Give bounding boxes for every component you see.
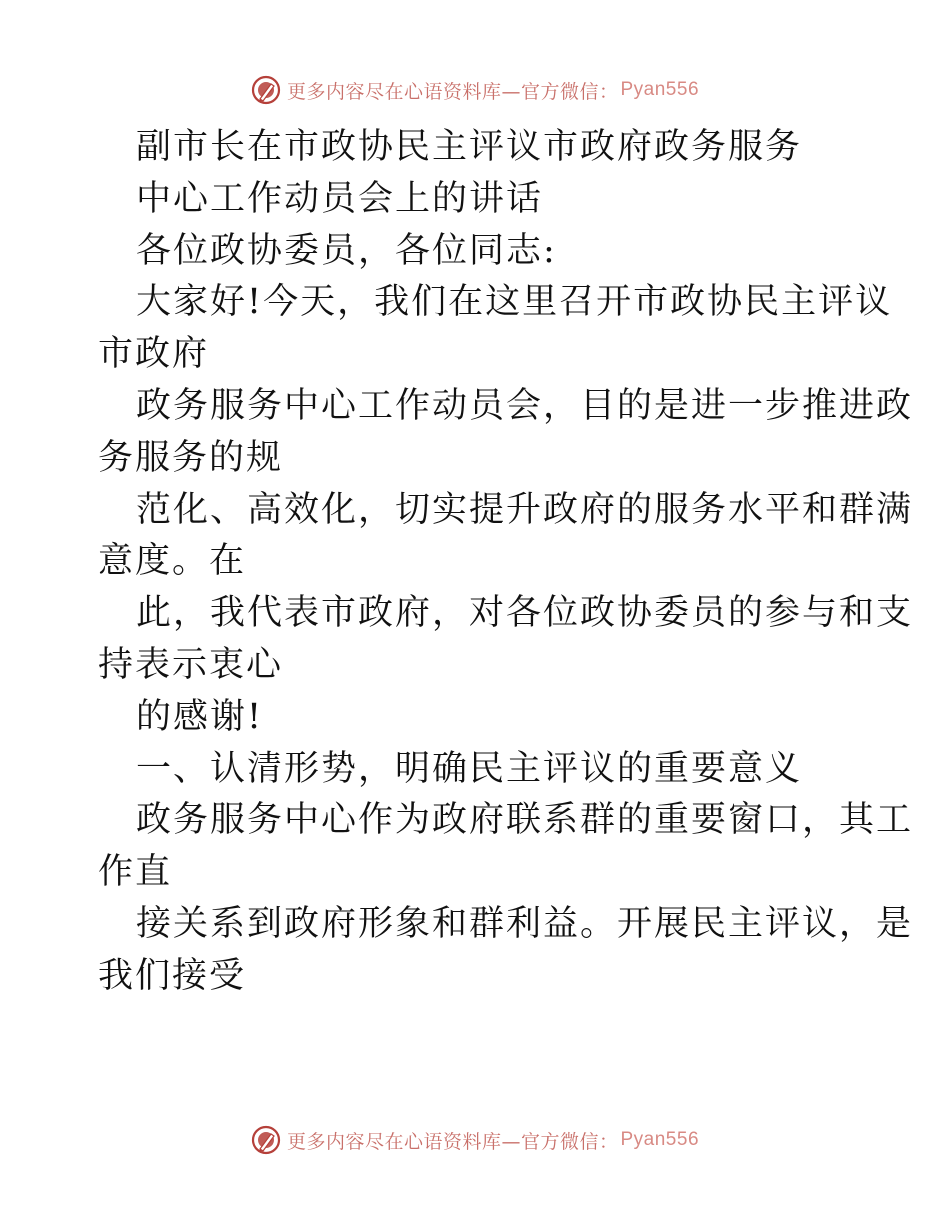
document-line: 政务服务中心作为政府联系群的重要窗口，其工	[136, 800, 914, 841]
document-line: 一、认清形势，明确民主评议的重要意义	[136, 748, 803, 789]
footer-watermark	[0, 1120, 950, 1160]
document-line: 政务服务中心工作动员会，目的是进一步推进政	[136, 385, 914, 426]
document-line: 中心工作动员会上的讲话	[136, 178, 544, 219]
document-line: 大家好!今天，我们在这里召开市政协民主评议	[136, 282, 893, 323]
watermark-text: 更多内容尽在心语资料库—官方微信：	[286, 1130, 619, 1153]
document-line: 副市长在市政协民主评议市政府政务服务	[136, 127, 803, 167]
document-line: 务服务的规	[98, 437, 284, 478]
document-line: 各位政协委员，各位同志:	[136, 230, 557, 271]
document-line: 市政府	[98, 334, 210, 375]
document-line: 意度。在	[98, 541, 247, 582]
pen-logo-icon	[251, 1125, 281, 1155]
document-line: 此，我代表市政府，对各位政协委员的参与和支	[136, 593, 914, 634]
watermark-id: Pyan556	[620, 79, 700, 100]
header-watermark	[0, 70, 950, 110]
document-body	[98, 122, 914, 1003]
document-line: 作直	[98, 852, 173, 893]
document-line: 的感谢!	[136, 696, 264, 737]
document-line: 范化、高效化，切实提升政府的服务水平和群满	[136, 489, 914, 530]
pen-logo-icon	[251, 75, 281, 105]
document-line: 持表示衷心	[98, 644, 284, 685]
watermark-id: Pyan556	[620, 1129, 700, 1150]
document-line: 我们接受	[98, 955, 247, 996]
document-line: 接关系到政府形象和群利益。开展民主评议，是	[136, 903, 914, 944]
watermark-text: 更多内容尽在心语资料库—官方微信：	[286, 80, 619, 103]
